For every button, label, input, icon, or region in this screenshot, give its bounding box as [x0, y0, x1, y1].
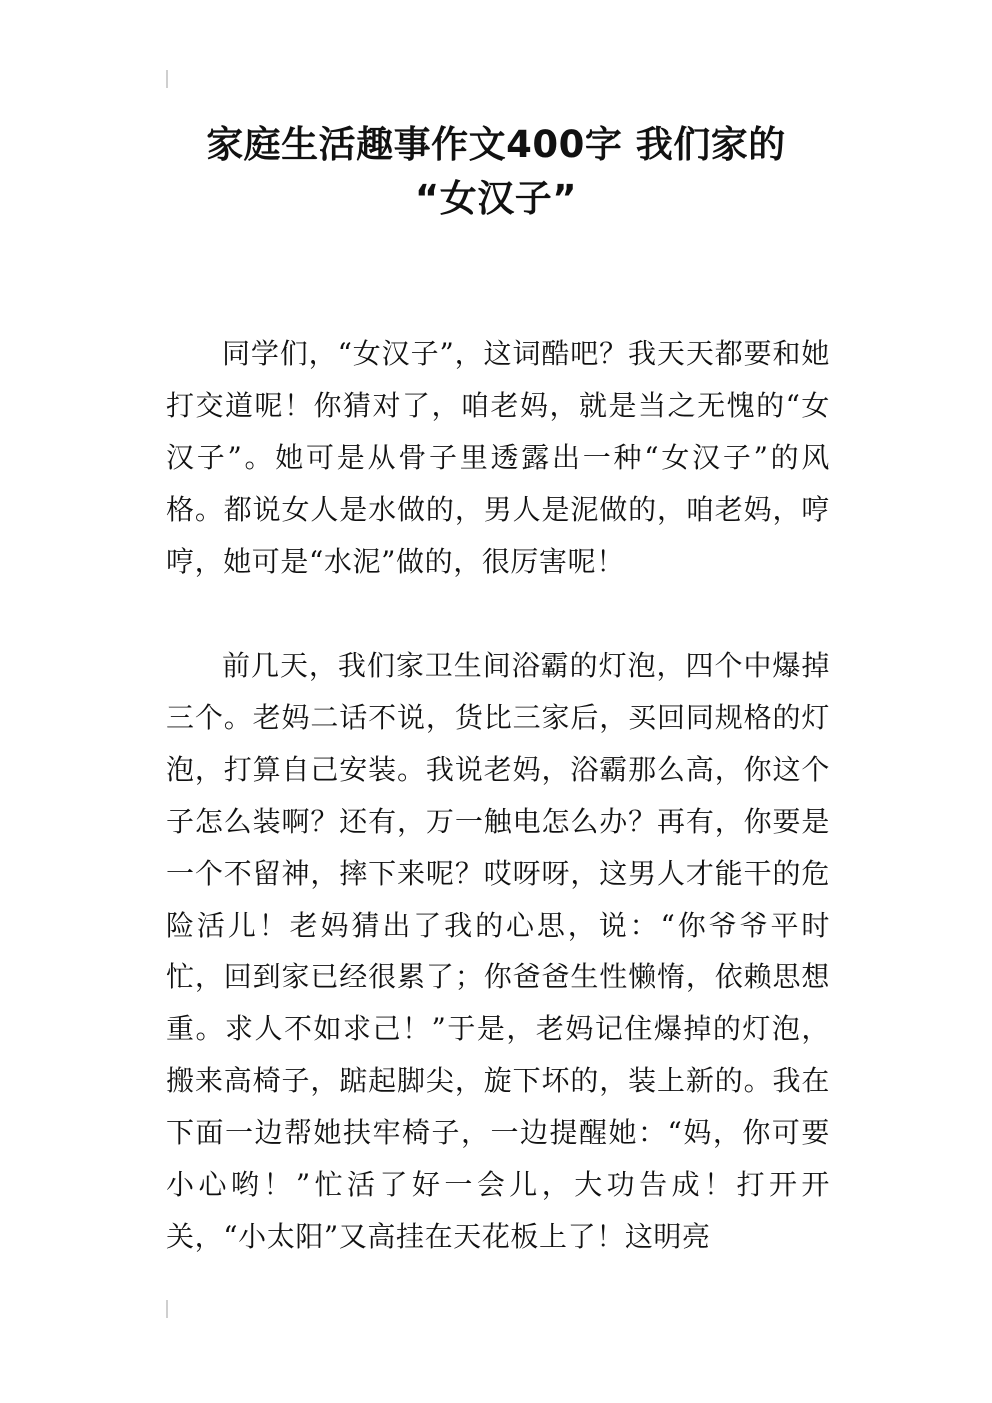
page-edge-mark-bottom — [166, 1300, 168, 1318]
page-edge-mark-top — [166, 70, 168, 88]
document-title — [150, 118, 842, 226]
title-line-2: “女汉子” — [414, 177, 578, 220]
paragraph-1: 同学们，“女汉子”，这词酷吧？我天天都要和她打交道呢！你猜对了，咱老妈，就是当之无愧的“女汉子”。她可是从骨子里透露出一种“女汉子”的风格。都说女人是水做的，男人是泥做的，咱老妈，哼哼，她可是“水泥”做的，很厉害呢！ — [166, 337, 830, 578]
paragraph-2: 前几天，我们家卫生间浴霸的灯泡，四个中爆掉三个。老妈二话不说，货比三家后，买回同规格的灯泡，打算自己安装。我说老妈，浴霸那么高，你这个子怎么装啊？还有，万一触电怎么办？再有，你要是一个不留神，摔下来呢？哎呀呀，这男人才能干的危险活儿！老妈猜出了我的心思，说：“你爷爷平时忙，回到家已经很累了；你爸爸生性懒惰，依赖思想重。求人不如求己！”于是，老妈记住爆掉的灯泡，搬来高椅子，踮起脚尖，旋下坏的，装上新的。我在下面一边帮她扶牢椅子，一边提醒她：“妈，你可要小心哟！”忙活了好一会儿，大功告成！打开开关，“小太阳”又高挂在天花板上了！这明亮 — [166, 649, 830, 1253]
title-line-1: 家庭生活趣事作文400字 我们家的 — [206, 123, 786, 166]
